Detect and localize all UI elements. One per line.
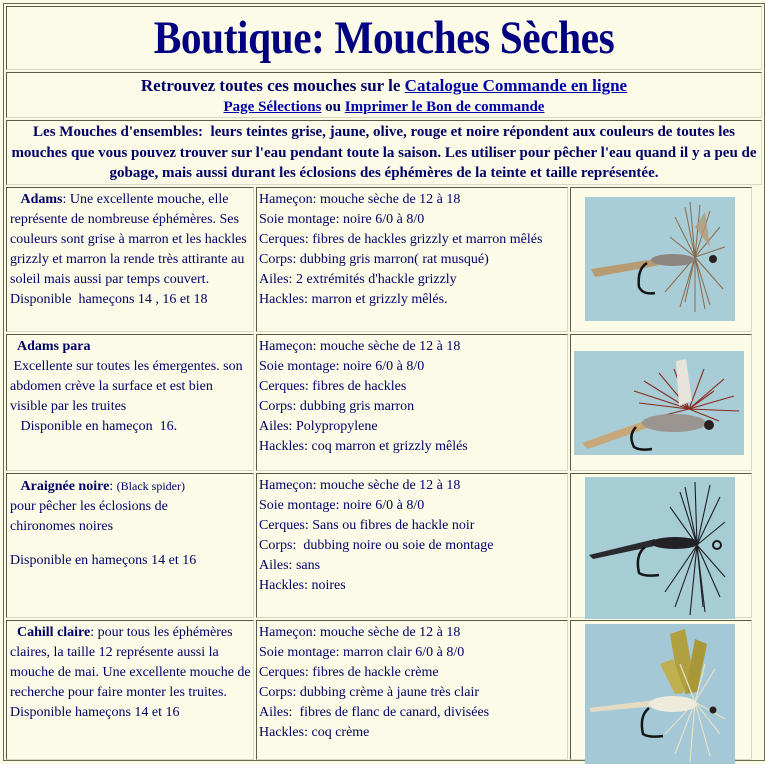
spec-thread: Soie montage: noire 6/0 à 8/0 xyxy=(259,212,425,227)
fly-availability: Disponible hameçons 14 , 16 et 18 xyxy=(10,292,208,307)
fly-availability: Disponible hameçons 14 et 16 xyxy=(10,705,180,720)
nav-links-line xyxy=(7,98,761,116)
catalogue-link[interactable]: Catalogue Commande en ligne xyxy=(404,76,628,95)
fly-row-araignee-noire xyxy=(6,473,762,618)
spec-thread: Soie montage: noire 6/0 à 8/0 xyxy=(259,498,425,513)
catalogue-line xyxy=(7,73,761,98)
spec-body: Corps: dubbing crème à jaune très clair xyxy=(259,685,480,700)
fly-name: Cahill claire xyxy=(17,625,91,640)
spec-wings: Ailes: Polypropylene xyxy=(259,419,378,434)
spec-wings: Ailes: 2 extrémités d'hackle grizzly xyxy=(259,272,457,287)
spec-body: Corps: dubbing gris marron( rat musqué) xyxy=(259,252,489,267)
fly-description-text: : pour tous les éphémères claires, la taille 12 représente aussi la mouche de mai. Une excellente mouche de recherche pour faire monter les truites. xyxy=(10,625,251,700)
spec-body: Corps: dubbing noire ou soie de montage xyxy=(259,538,494,553)
fly-description-text: Excellente sur toutes les émergentes. son abdomen crève la surface et est bien visible par les truites xyxy=(10,359,247,414)
title-box xyxy=(6,6,762,70)
fly-description xyxy=(6,187,254,332)
fly-specs xyxy=(256,473,568,618)
fly-description-text: pour pêcher les éclosions de chironomes noires xyxy=(10,499,168,534)
fly-image-cell xyxy=(570,334,752,471)
fly-availability: Disponible en hameçon 16. xyxy=(10,419,178,434)
spec-hackles: Hackles: marron et grizzly mêlés. xyxy=(259,292,448,307)
spec-tail: Cerques: fibres de hackles xyxy=(259,379,407,394)
fly-row-adams-para xyxy=(6,334,762,471)
araignee-noire-fly-photo xyxy=(585,477,735,619)
links-box xyxy=(6,72,762,118)
fly-subtitle: (Black spider) xyxy=(116,479,185,493)
fly-name: Araignée noire xyxy=(20,479,110,494)
page-title: Boutique: Mouches Sèches xyxy=(153,12,615,64)
links-separator: ou xyxy=(321,99,345,115)
fly-name-suffix: : xyxy=(109,479,117,494)
fly-description xyxy=(6,620,254,760)
fly-name: Adams xyxy=(20,192,63,207)
fly-image-cell xyxy=(570,473,752,618)
spec-wings: Ailes: sans xyxy=(259,558,321,573)
spec-tail: Cerques: fibres de hackles grizzly et marron mêlés xyxy=(259,232,543,247)
fly-description xyxy=(6,334,254,471)
intro-box xyxy=(6,120,762,185)
page-table xyxy=(3,3,765,761)
print-order-link[interactable]: Imprimer le Bon de commande xyxy=(344,99,545,115)
fly-row-cahill-claire xyxy=(6,620,762,760)
spec-wings: Ailes: fibres de flanc de canard, divisées xyxy=(259,705,490,720)
spec-hook: Hameçon: mouche sèche de 12 à 18 xyxy=(259,478,461,493)
spec-hook: Hameçon: mouche sèche de 12 à 18 xyxy=(259,625,461,640)
fly-row-adams xyxy=(6,187,762,332)
spec-tail: Cerques: fibres de hackle crème xyxy=(259,665,439,680)
fly-specs xyxy=(256,620,568,760)
catalogue-intro-text: Retrouvez toutes ces mouches sur le xyxy=(140,76,405,95)
spec-tail: Cerques: Sans ou fibres de hackle noir xyxy=(259,518,475,533)
adams-fly-photo xyxy=(585,197,735,321)
fly-image-cell xyxy=(570,187,752,332)
spec-thread: Soie montage: marron clair 6/0 à 8/0 xyxy=(259,645,465,660)
spec-thread: Soie montage: noire 6/0 à 8/0 xyxy=(259,359,425,374)
spec-hackles: Hackles: coq crème xyxy=(259,725,370,740)
page-selections-link[interactable]: Page Sélections xyxy=(223,99,322,115)
intro-text: leurs teintes grise, jaune, olive, rouge et noire répondent aux couleurs de toutes les mouches que vous pouvez trouver sur l'eau pendant toute la saison. Les utiliser pour pêcher l'eau quand il y a peu de gobage, mais aussi durant les éclosions des éphémères de la teinte et taille représentée. xyxy=(11,124,761,181)
fly-description-text: : Une excellente mouche, elle représente de nombreuse éphémères. Ses couleurs sont grise à marron et les hackles grizzly et marron la rende très attirante au soleil mais aussi par temps couvert. xyxy=(10,192,247,287)
cahill-claire-fly-photo xyxy=(585,624,735,764)
fly-image-cell xyxy=(570,620,752,760)
fly-name: Adams para xyxy=(17,339,91,354)
spec-hackles: Hackles: coq marron et grizzly mêlés xyxy=(259,439,468,454)
spec-body: Corps: dubbing gris marron xyxy=(259,399,415,414)
adams-para-fly-photo xyxy=(574,351,744,455)
spec-hackles: Hackles: noires xyxy=(259,578,346,593)
fly-specs xyxy=(256,334,568,471)
spec-hook: Hameçon: mouche sèche de 12 à 18 xyxy=(259,339,461,354)
fly-availability: Disponible en hameçons 14 et 16 xyxy=(10,553,197,568)
fly-specs xyxy=(256,187,568,332)
spec-hook: Hameçon: mouche sèche de 12 à 18 xyxy=(259,192,461,207)
intro-lead: Les Mouches d'ensembles: xyxy=(33,124,204,140)
fly-description xyxy=(6,473,254,618)
